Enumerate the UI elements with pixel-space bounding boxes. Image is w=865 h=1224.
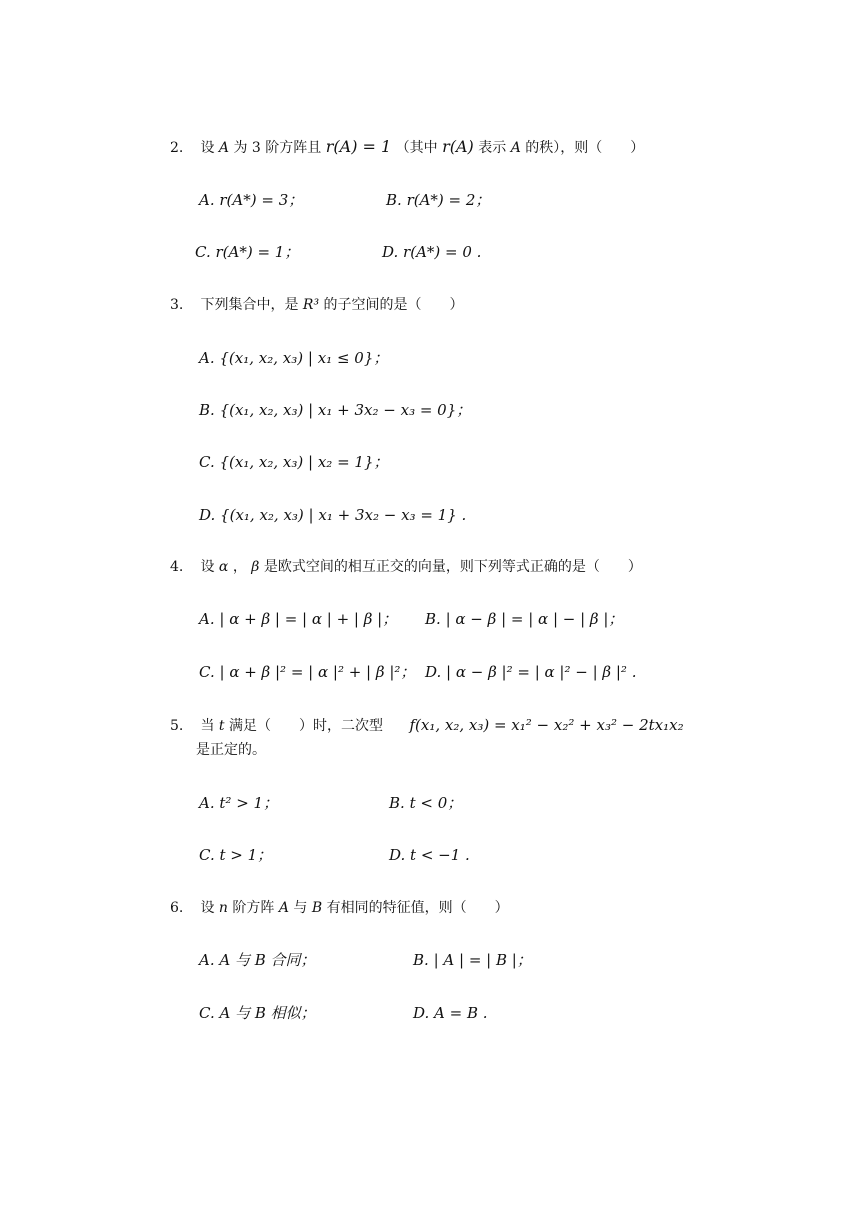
option-text: | α − β |² = | α |² − | β |² . [446, 663, 637, 681]
option-letter: B. [199, 401, 215, 419]
option-b[interactable] [413, 950, 532, 970]
question-4-stem [170, 557, 642, 577]
option-text: {(x₁, x₂, x₃) | x₁ ≤ 0}； [219, 349, 389, 367]
option-text: | A | = | B |； [433, 951, 532, 969]
stem-text: 的子空间的是（ ） [323, 297, 464, 313]
option-letter: A. [199, 349, 215, 367]
option-letter: A. [199, 191, 215, 209]
option-a[interactable] [199, 950, 316, 970]
option-d[interactable] [425, 662, 636, 682]
option-text: t > 1； [219, 846, 273, 864]
option-c[interactable] [199, 845, 272, 865]
option-c[interactable] [199, 662, 415, 682]
stem-text: 与 [293, 900, 308, 916]
option-a[interactable] [199, 190, 303, 210]
option-b[interactable] [199, 400, 471, 420]
stem-math: r(A) = 1 [325, 137, 392, 156]
question-number: 6. [170, 900, 184, 916]
question-number: 5. [170, 718, 184, 734]
stem-math: r(A) [442, 137, 474, 156]
stem-text: 满足（ ）时，二次型 [229, 718, 383, 734]
stem-text: 为 3 阶方阵且 [233, 140, 322, 156]
quadratic-form: f(x₁, x₂, x₃) = x₁² − x₂² + x₃² − 2tx₁x₂ [409, 716, 684, 734]
question-2-stem [170, 137, 644, 158]
option-letter: C. [195, 243, 211, 261]
option-text: r(A*) = 3； [219, 191, 304, 209]
stem-var: A [510, 140, 521, 156]
option-text: r(A*) = 1； [215, 243, 300, 261]
option-letter: A. [199, 610, 215, 628]
stem-var: B [311, 900, 323, 916]
option-text: {(x₁, x₂, x₃) | x₁ + 3x₂ − x₃ = 0}； [219, 401, 472, 419]
stem-text: 阶方阵 [232, 900, 275, 916]
stem-text: 设 [200, 900, 215, 916]
option-letter: D. [199, 506, 216, 524]
option-letter: C. [199, 846, 215, 864]
question-number: 2. [170, 140, 184, 156]
option-a[interactable] [199, 793, 278, 813]
stem-var: t [218, 718, 225, 734]
stem-math: R³ [302, 297, 320, 313]
option-d[interactable] [389, 845, 470, 865]
stem-text: 表示 [478, 140, 507, 156]
option-letter: C. [199, 453, 215, 471]
option-text: t < −1 . [410, 846, 470, 864]
option-text: | α − β | = | α | − | β |； [445, 610, 624, 628]
option-letter: A. [199, 794, 215, 812]
question-5-stem [170, 715, 684, 736]
stem-text: 下列集合中，是 [200, 297, 299, 313]
option-text: {(x₁, x₂, x₃) | x₁ + 3x₂ − x₃ = 1} . [220, 506, 467, 524]
stem-text: 的秩），则（ ） [525, 140, 645, 156]
stem-text: （其中 [395, 140, 438, 156]
question-number: 3. [170, 297, 184, 313]
question-number: 4. [170, 559, 184, 575]
stem-var: n [218, 900, 228, 916]
stem-var: α [218, 559, 229, 575]
question-6-stem [170, 898, 509, 918]
option-c[interactable] [199, 452, 389, 472]
option-text: A 与 B 合同； [219, 951, 316, 969]
option-letter: B. [413, 951, 429, 969]
stem-text: ， [232, 559, 247, 575]
stem-var: A [278, 900, 289, 916]
option-letter: D. [413, 1004, 430, 1022]
option-text: A = B . [434, 1004, 488, 1022]
question-5-stem-continuation: 是正定的。 [196, 742, 266, 758]
option-b[interactable] [386, 190, 490, 210]
option-c[interactable] [199, 1003, 316, 1023]
option-d[interactable] [382, 242, 481, 262]
option-text: | α + β | = | α | + | β |； [219, 610, 398, 628]
option-a[interactable] [199, 348, 388, 368]
option-letter: B. [389, 794, 405, 812]
question-3-stem [170, 295, 464, 315]
option-letter: D. [425, 663, 442, 681]
stem-text: 当 [200, 718, 215, 734]
option-letter: B. [386, 191, 402, 209]
stem-var: β [251, 559, 260, 575]
option-text: A 与 B 相似； [219, 1004, 316, 1022]
stem-text: 设 [200, 559, 215, 575]
stem-text: 是欧式空间的相互正交的向量，则下列等式正确的是（ ） [263, 559, 642, 575]
option-c[interactable] [195, 242, 299, 262]
stem-text: 设 [200, 140, 215, 156]
option-b[interactable] [389, 793, 462, 813]
option-d[interactable] [199, 505, 466, 525]
option-letter: D. [382, 243, 399, 261]
option-text: r(A*) = 2； [406, 191, 491, 209]
option-text: | α + β |² = | α |² + | β |²； [219, 663, 416, 681]
stem-text: 有相同的特征值，则（ ） [326, 900, 509, 916]
option-letter: C. [199, 663, 215, 681]
option-letter: B. [425, 610, 441, 628]
option-letter: C. [199, 1004, 215, 1022]
option-text: {(x₁, x₂, x₃) | x₂ = 1}； [219, 453, 389, 471]
option-text: t² > 1； [219, 794, 279, 812]
option-a[interactable] [199, 609, 397, 629]
option-d[interactable] [413, 1003, 488, 1023]
stem-var: A [218, 140, 230, 156]
option-letter: D. [389, 846, 406, 864]
option-text: t < 0； [409, 794, 463, 812]
option-letter: A. [199, 951, 215, 969]
option-b[interactable] [425, 609, 623, 629]
option-text: r(A*) = 0 . [403, 243, 482, 261]
